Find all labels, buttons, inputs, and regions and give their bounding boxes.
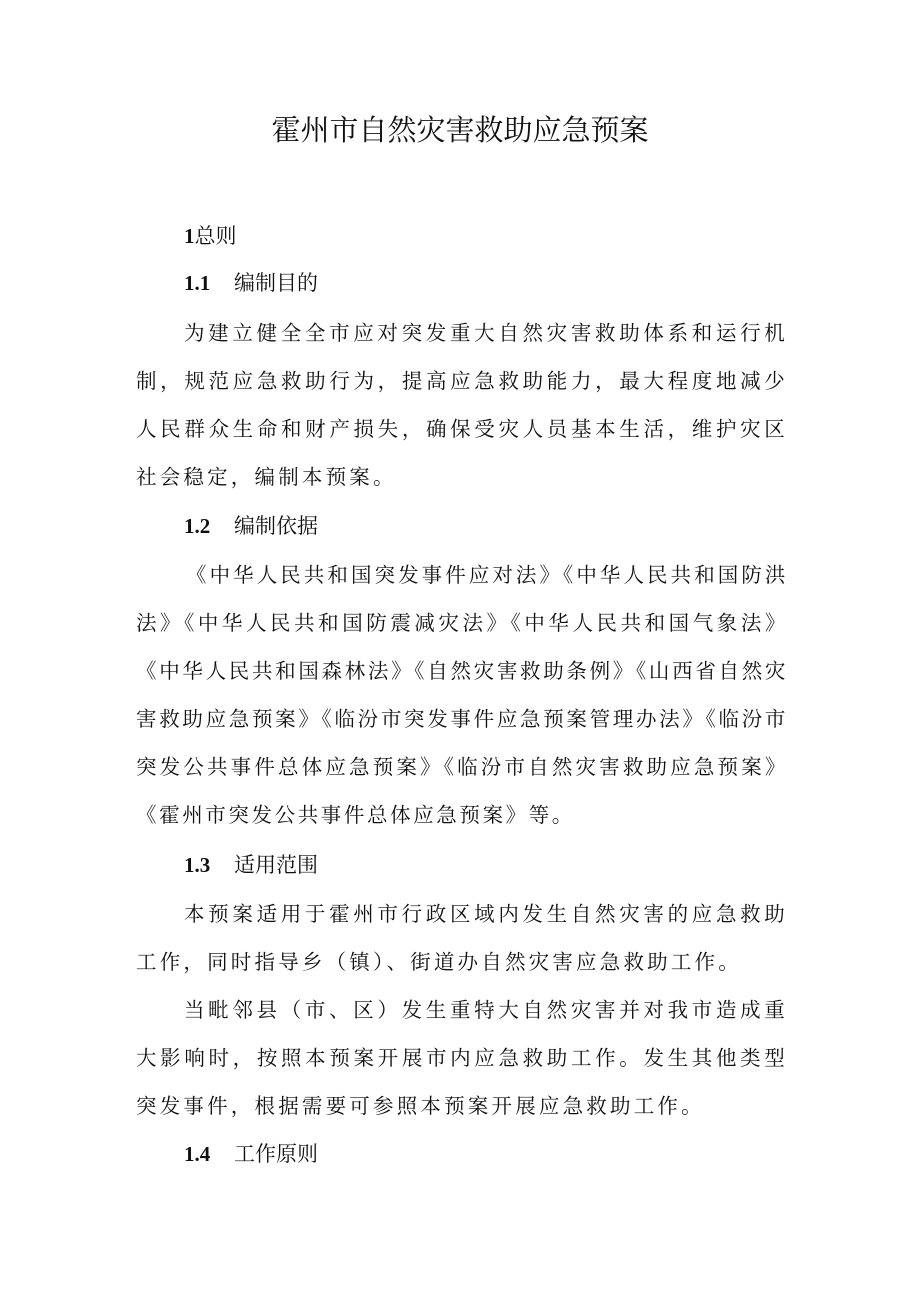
paragraph-purpose: 为建立健全全市应对突发重大自然灾害救助体系和运行机制，规范应急救助行为，提高应急救助能力，最大程度地减少人民群众生命和财产损失，确保受灾人员基本生活，维护灾区社会稳定，编制本预案。 <box>136 321 788 489</box>
section-heading-1-3 <box>184 849 318 881</box>
paragraph-scope-2: 当毗邻县（市、区）发生重特大自然灾害并对我市造成重大影响时，按照本预案开展市内应急救助工作。发生其他类型突发事件，根据需要可参照本预案开展应急救助工作。 <box>136 998 788 1118</box>
chapter-label: 总则 <box>194 224 237 248</box>
document-title: 霍州市自然灾害救助应急预案 <box>271 113 649 147</box>
section-number: 1.2 <box>184 514 211 538</box>
section-number: 1.4 <box>184 1142 211 1166</box>
section-label: 编制目的 <box>234 271 318 295</box>
section-number: 1.3 <box>184 853 211 877</box>
paragraph-basis: 《中华人民共和国突发事件应对法》《中华人民共和国防洪法》《中华人民共和国防震减灾法》《中华人民共和国气象法》《中华人民共和国森林法》《自然灾害救助条例》《山西省自然灾害救助应急预案》《临汾市突发事件应急预案管理办法》《临汾市突发公共事件总体应急预案》《临汾市自然灾害救助应急预案》《霍州市突发公共事件总体应急预案》等。 <box>136 563 788 827</box>
paragraph-scope-1: 本预案适用于霍州市行政区域内发生自然灾害的应急救助工作，同时指导乡（镇）、街道办自然灾害应急救助工作。 <box>136 902 788 974</box>
section-label: 工作原则 <box>234 1142 318 1166</box>
chapter-number: 1 <box>184 224 195 248</box>
section-label: 适用范围 <box>234 853 318 877</box>
section-label: 编制依据 <box>234 514 318 538</box>
section-heading-1-4 <box>184 1138 318 1170</box>
section-heading-1-1 <box>184 267 318 299</box>
chapter-heading <box>184 220 237 252</box>
section-number: 1.1 <box>184 271 211 295</box>
section-heading-1-2 <box>184 510 318 542</box>
